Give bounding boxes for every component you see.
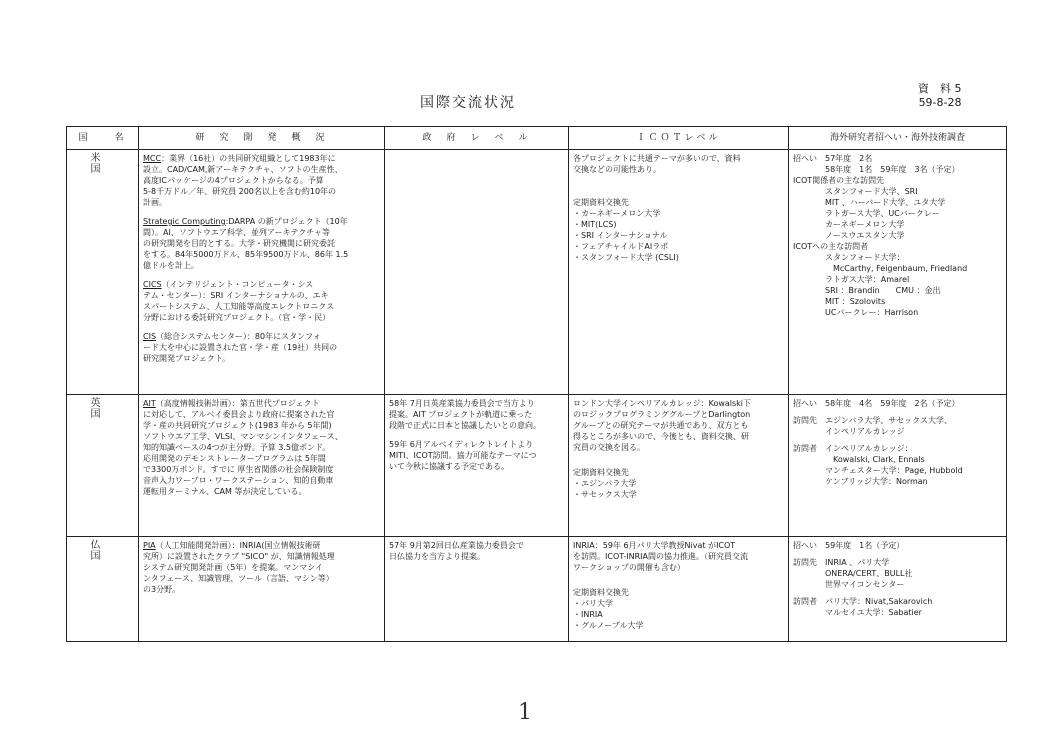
program-name: MCC: [143, 154, 162, 163]
research-line: 運転用ターミナル、CAM 等が決定している。: [143, 487, 307, 496]
icot-line: ワークショップの開催も含む）: [573, 563, 685, 572]
table-row: [67, 537, 1007, 642]
invite-line: 招へい 57年度 2名: [793, 154, 873, 163]
invite-line: UCバークレー：Harrison: [793, 308, 919, 317]
invite-line: 世界マイコンセンター: [793, 580, 905, 589]
government-cell: [385, 537, 569, 642]
government-line: いて今秋に協議する予定である。: [389, 462, 509, 471]
research-cell: [139, 537, 385, 642]
icot-cell: [569, 150, 789, 395]
research-cell: [139, 395, 385, 537]
column-header: ＩＣＯＴレベル: [569, 127, 789, 150]
program-name: AIT: [143, 399, 156, 408]
invite-line: SRI ：Brandin CMU ：金出: [793, 286, 941, 295]
research-line: 5-8千万ドル／年、研究員 200名以上を含む約10年の: [143, 187, 337, 196]
research-line: 知的知識ベースの4つが主分野。予算 3.5億ポンド。: [143, 443, 331, 452]
column-header: 研 究 開 発 概 況: [139, 127, 385, 150]
invite-line: 58年度 1名 59年度 3名（予定）: [793, 165, 960, 174]
invite-line: ICOTへの主な訪問者: [793, 242, 869, 251]
research-line: 究所）に設置されたクラブ "SICO" が、知識情報処理: [143, 552, 335, 561]
document-number: 資 料 5: [918, 82, 962, 95]
invite-cell: [789, 150, 1007, 395]
research-line: をする。84年5000万ドル、85年9500万ドル、86年 1.5: [143, 250, 349, 259]
program-name: CICS: [143, 280, 162, 289]
research-line: [143, 153, 380, 164]
research-line: テム・センター）：SRI インターナショナルの、エキ: [143, 291, 329, 300]
column-header: 政 府 レ ベ ル: [385, 127, 569, 150]
table-row: [67, 395, 1007, 537]
government-line: 段階で正式に日本と協議したいとの意向。: [389, 421, 541, 430]
invite-line: ICOT関係者の主な訪問先: [793, 176, 885, 185]
icot-line: 得るところが多いので、今後とも、資料交換、研: [573, 432, 749, 441]
invite-line: 訪問者 パリ大学：Nivat,Sakarovich: [793, 597, 933, 606]
exchange-title: 定期資料交換先: [573, 468, 629, 477]
exchange-item: ・MIT(LCS): [573, 220, 617, 229]
research-text: （インテリジェント・コンピュータ・シス: [161, 280, 314, 289]
invite-line: 招へい 59年度 1名（予定）: [793, 541, 905, 550]
research-line: の研究開発を目的とする。大学・研究機関に研究委託: [143, 239, 335, 248]
exchange-item: ・グルノーブル大学: [573, 621, 644, 630]
exchange-item: ・サセックス大学: [573, 490, 637, 499]
document-title: 国際交流状況: [420, 95, 516, 111]
invite-line: マルセイユ大学：Sabatier: [793, 608, 922, 617]
spacer: [143, 271, 380, 279]
invite-line: インペリアルカレッジ: [793, 427, 905, 436]
exchange-item: ・SRI インターナショナル: [573, 231, 668, 240]
document-date: 59-8-28: [918, 96, 962, 109]
invite-line: MIT 、ハーバード大学、ユタ大学: [793, 198, 946, 207]
exchange-title: 定期資料交換先: [573, 198, 629, 207]
exchange-item: ・エジンバラ大学: [573, 479, 637, 488]
research-line: システム研究開発計画（5年）を提案。マンマシイ: [143, 563, 323, 572]
research-line: [143, 398, 380, 409]
program-name: CIS: [143, 332, 157, 341]
government-cell: [385, 150, 569, 395]
invite-line: McCarthy, Feigenbaum, Friedland: [793, 264, 968, 273]
icot-line: 交換などの可能性あり。: [573, 165, 661, 174]
table-row: [67, 150, 1007, 395]
icot-line: を訪問。ICOT-INRIA間の協力推進。（研究員交流: [573, 552, 749, 561]
page-mark: 1: [518, 700, 532, 725]
research-text: :DARPA の新プロジェクト（10年: [225, 217, 348, 226]
spacer: [143, 323, 380, 331]
spacer: [573, 175, 784, 197]
research-line: [143, 279, 380, 290]
research-line: ンタフェース、知識管理、ツール（言語、マシン等）: [143, 574, 334, 583]
exchange-table: [66, 126, 1007, 642]
research-line: [143, 331, 380, 342]
icot-line: グループとの研究テーマが共通であり、双方とも: [573, 421, 749, 430]
research-text: ：業界（16社）の共同研究組織として1983年に: [161, 154, 336, 163]
research-line: ソフトウエア工学、VLSI、マンマシンインタフェース、: [143, 432, 343, 441]
invite-line: MIT ：Szolovits: [793, 297, 886, 306]
document-reference: [918, 82, 962, 110]
government-line: MITI、ICOT訪問。協力可能なテーマにつ: [389, 451, 537, 460]
government-line: 日仏協力を当方より提案。: [389, 552, 485, 561]
research-text: （総合システムセンター）：80年にスタンフォ: [156, 332, 321, 341]
icot-line: ロンドン大学インペリアルカレッジ：Kowalski下: [573, 399, 752, 408]
column-header: 海外研究者招へい・海外技術調査: [789, 127, 1007, 150]
exchange-title: 定期資料交換先: [573, 588, 629, 597]
icot-line: INRIA：59年 6月パリ大学教授Nivat がICOT: [573, 541, 736, 550]
research-line: の3分野。: [143, 585, 181, 594]
invite-line: 招へい 58年度 4名 59年度 2名（予定）: [793, 399, 960, 408]
research-line: 分野における委託研究プロジェクト。（官・学・民）: [143, 313, 331, 322]
government-cell: [385, 395, 569, 537]
research-line: 計画。: [143, 198, 167, 207]
invite-line: ラトガス大学：Amarel: [793, 275, 910, 284]
invite-cell: [789, 395, 1007, 537]
invite-line: 訪問者 インペリアルカレッジ：: [793, 444, 913, 453]
research-line: 研究開発プロジェクト。: [143, 354, 231, 363]
exchange-item: ・INRIA: [573, 610, 603, 619]
icot-line: 究員の交換を図る。: [573, 443, 645, 452]
exchange-item: ・スタンフォード大学 (CSLI): [573, 253, 679, 262]
exchange-item: ・パリ大学: [573, 599, 613, 608]
research-line: [143, 216, 380, 227]
research-line: 学・産の共同研究プロジェクト(1983 年から 5年間): [143, 421, 332, 430]
research-cell: [139, 150, 385, 395]
invite-line: ラトガース大学、UCバークレー: [793, 209, 940, 218]
research-line: で3300万ポンド。すでに 厚生省関係の社会保険制度: [143, 465, 334, 474]
invite-line: Kowalski, Clark, Ennals: [793, 455, 925, 464]
icot-line: のロジックプログラミンググループとDarlington: [573, 410, 751, 419]
table-header-row: [67, 127, 1007, 150]
government-line: 58年 7月日英産業協力委員会で当方より: [389, 399, 535, 408]
column-header: 国 名: [67, 127, 139, 150]
research-line: [143, 540, 380, 551]
research-line: スパートシステム、人工知能等高度エレクトロニクス: [143, 302, 335, 311]
icot-cell: [569, 395, 789, 537]
exchange-item: ・カーネギーメロン大学: [573, 209, 661, 218]
research-line: 応用開発のデモンストレータープログラムは 5年間: [143, 454, 326, 463]
country-cell: 仏 国: [67, 537, 139, 642]
research-text: （高度情報技術計画）：第五世代プロジェクト: [155, 399, 320, 408]
research-line: ード大を中心に設置された官・学・産（19社）共同の: [143, 343, 338, 352]
invite-line: マンチェスター大学：Page, Hubbold: [793, 466, 963, 475]
research-line: 設立。CAD/CAM,新アーキテクチャ、ソフトの生産性、: [143, 165, 343, 174]
program-name: PIA: [143, 541, 156, 550]
icot-line: 各プロジェクトに共通テーマが多いので、資料: [573, 154, 741, 163]
invite-line: スタンフォード大学、SRI: [793, 187, 918, 196]
government-line: 59年 6月アルベイディレクトレイトより: [389, 440, 534, 449]
research-line: 億ドルを計上。: [143, 261, 199, 270]
research-line: に対応して、アルベイ委員会より政府に提案された官: [143, 410, 335, 419]
government-line: 57年 9月第2回日仏産業協力委員会で: [389, 541, 524, 550]
invite-line: ケンブリッジ大学：Norman: [793, 477, 928, 486]
invite-line: スタンフォード大学：: [793, 253, 905, 262]
icot-cell: [569, 537, 789, 642]
spacer: [573, 453, 784, 467]
research-line: 音声入力ワープロ・ワークステーション、知的自動車: [143, 476, 334, 485]
country-cell: 英 国: [67, 395, 139, 537]
invite-line: カーネギーメロン大学: [793, 220, 905, 229]
spacer: [143, 208, 380, 216]
government-line: 提案。AIT プロジェクトが軌道に乗った: [389, 410, 533, 419]
table-body: [67, 150, 1007, 642]
research-line: 間）。AI、ソフトウエア科学、並列アーキテクチャ等: [143, 228, 331, 237]
research-line: 高度ICパッケージの4プロジェクトからなる。予算: [143, 176, 324, 185]
research-text: （人工知能開発計画）：INRIA(国立情報技術研: [155, 541, 321, 550]
exchange-item: ・フェアチャイルドAIラボ: [573, 242, 669, 251]
government-line: [389, 431, 564, 439]
invite-line: 訪問先 エジンバラ大学、サセックス大学、: [793, 416, 952, 425]
country-cell: 米 国: [67, 150, 139, 395]
spacer: [573, 573, 784, 587]
invite-line: ONERA/CERT、BULL社: [793, 569, 913, 578]
invite-line: 訪問先 INRIA 、パリ大学: [793, 558, 890, 567]
invite-cell: [789, 537, 1007, 642]
program-name: Strategic Computing: [143, 217, 226, 226]
invite-line: ノースウエスタン大学: [793, 231, 905, 240]
